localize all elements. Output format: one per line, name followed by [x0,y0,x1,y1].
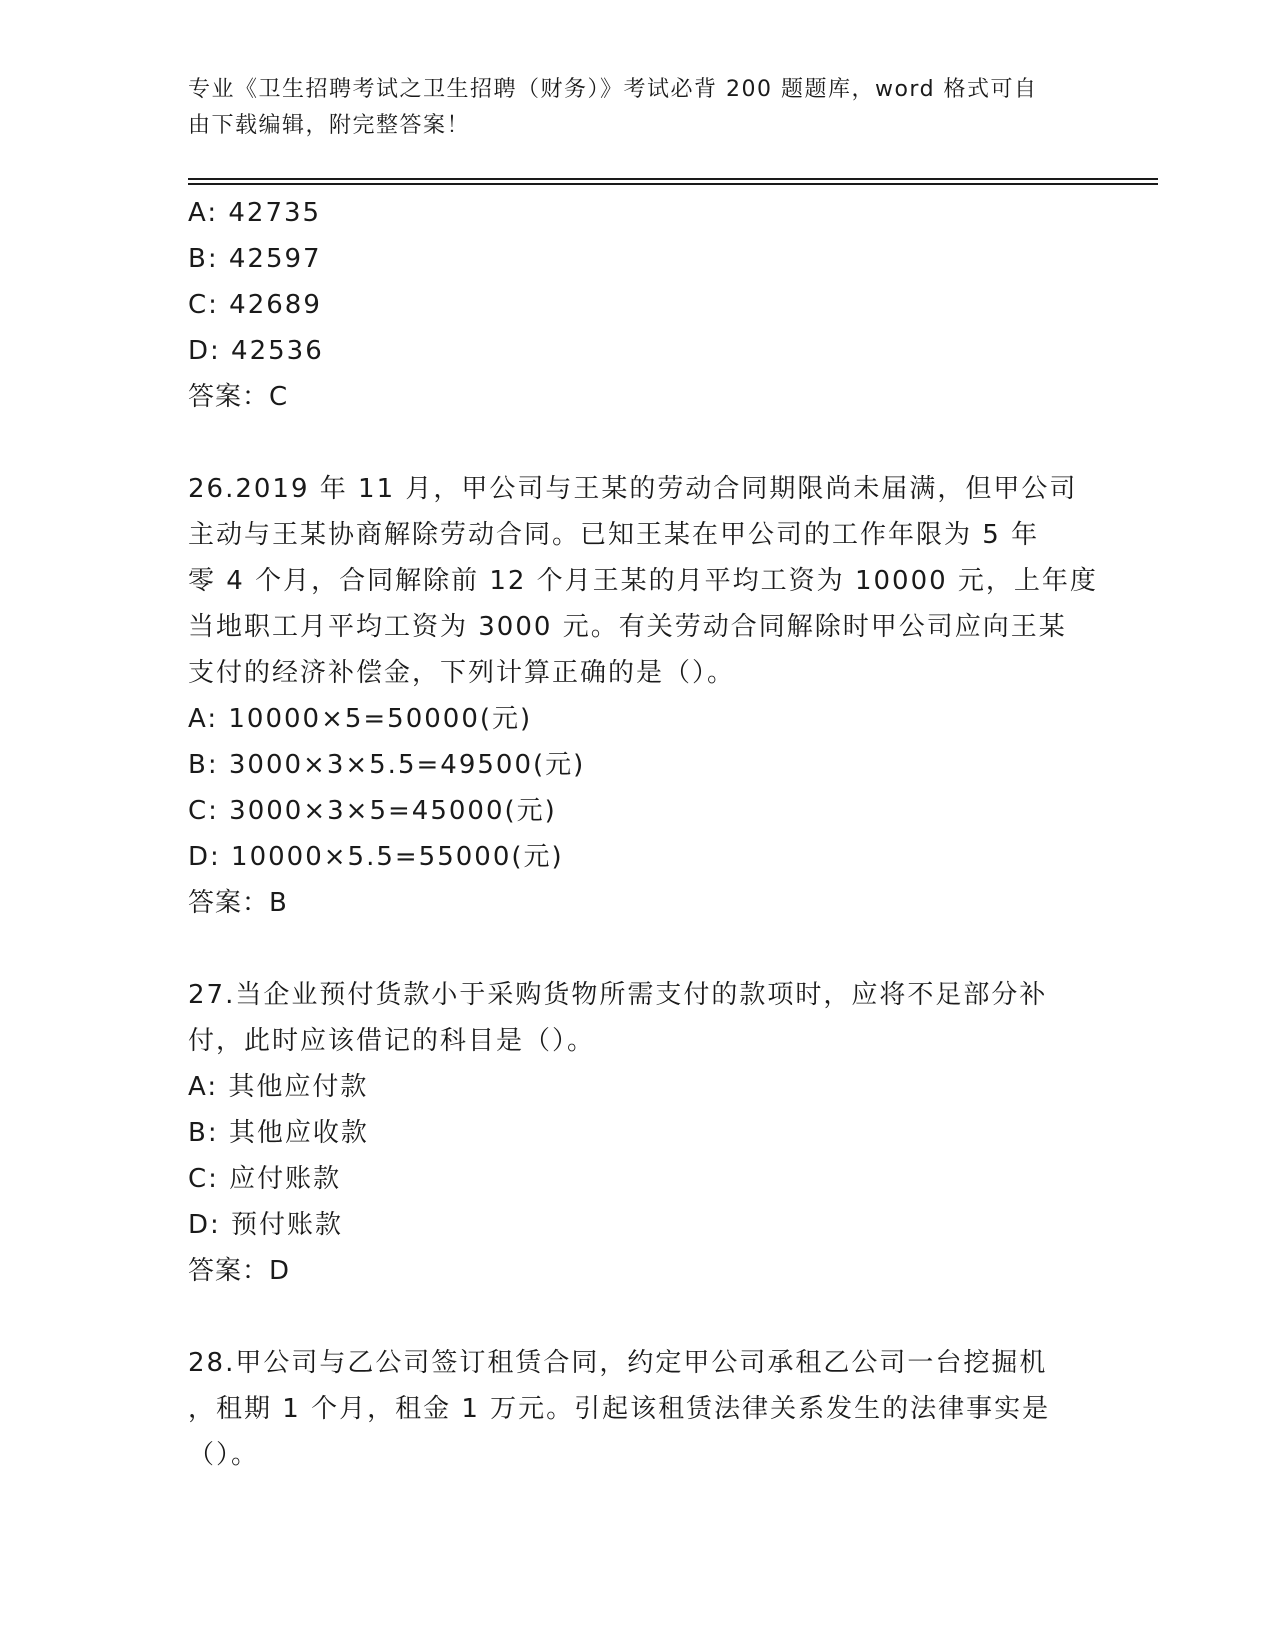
question-stem-line: 26.2019 年 11 月，甲公司与王某的劳动合同期限尚未届满，但甲公司 [188,474,1078,504]
option-d: D: 42536 [188,336,324,366]
option-d: D: 10000×5.5=55000(元) [188,842,564,872]
answer: 答案：B [188,888,288,918]
header-line-1: 专业《卫生招聘考试之卫生招聘（财务）》考试必背 200 题题库，word 格式可自 [188,77,1038,102]
question-stem-line: ，租期 1 个月，租金 1 万元。引起该租赁法律关系发生的法律事实是 [188,1394,1051,1424]
spacer [188,926,1078,972]
answer: 答案：D [188,1256,291,1286]
spacer [188,1294,1078,1340]
answer: 答案：C [188,382,289,412]
option-a: A: 10000×5=50000(元) [188,704,533,734]
document-header [188,72,1068,144]
question-stem-line: 27.当企业预付货款小于采购货物所需支付的款项时，应将不足部分补 [188,980,1048,1010]
header-line-2: 由下载编辑，附完整答案！ [188,113,471,138]
spacer [188,420,1078,466]
question-stem-line: （）。 [188,1440,260,1470]
option-a: A: 42735 [188,198,322,228]
question-stem-line: 当地职工月平均工资为 3000 元。有关劳动合同解除时甲公司应向王某 [188,612,1067,642]
header-divider-top [188,178,1158,180]
option-a: A: 其他应付款 [188,1072,369,1102]
question-stem-line: 主动与王某协商解除劳动合同。已知王某在甲公司的工作年限为 5 年 [188,520,1040,550]
question-stem-line: 支付的经济补偿金，下列计算正确的是（）。 [188,658,736,688]
option-c: C: 3000×3×5=45000(元) [188,796,557,826]
option-c: C: 42689 [188,290,322,320]
header-divider-bottom [188,183,1158,185]
option-b: B: 3000×3×5.5=49500(元) [188,750,586,780]
question-stem-line: 零 4 个月，合同解除前 12 个月王某的月平均工资为 10000 元，上年度 [188,566,1098,596]
question-stem-line: 28.甲公司与乙公司签订租赁合同，约定甲公司承租乙公司一台挖掘机 [188,1348,1048,1378]
option-b: B: 其他应收款 [188,1118,369,1148]
document-body [188,190,1098,1478]
question-26 [188,466,1098,926]
question-stem-line: 付，此时应该借记的科目是（）。 [188,1026,596,1056]
question-25-continued [188,190,1078,420]
option-d: D: 预付账款 [188,1210,344,1240]
question-28 [188,1340,1078,1478]
question-27 [188,972,1078,1294]
option-c: C: 应付账款 [188,1164,342,1194]
option-b: B: 42597 [188,244,322,274]
